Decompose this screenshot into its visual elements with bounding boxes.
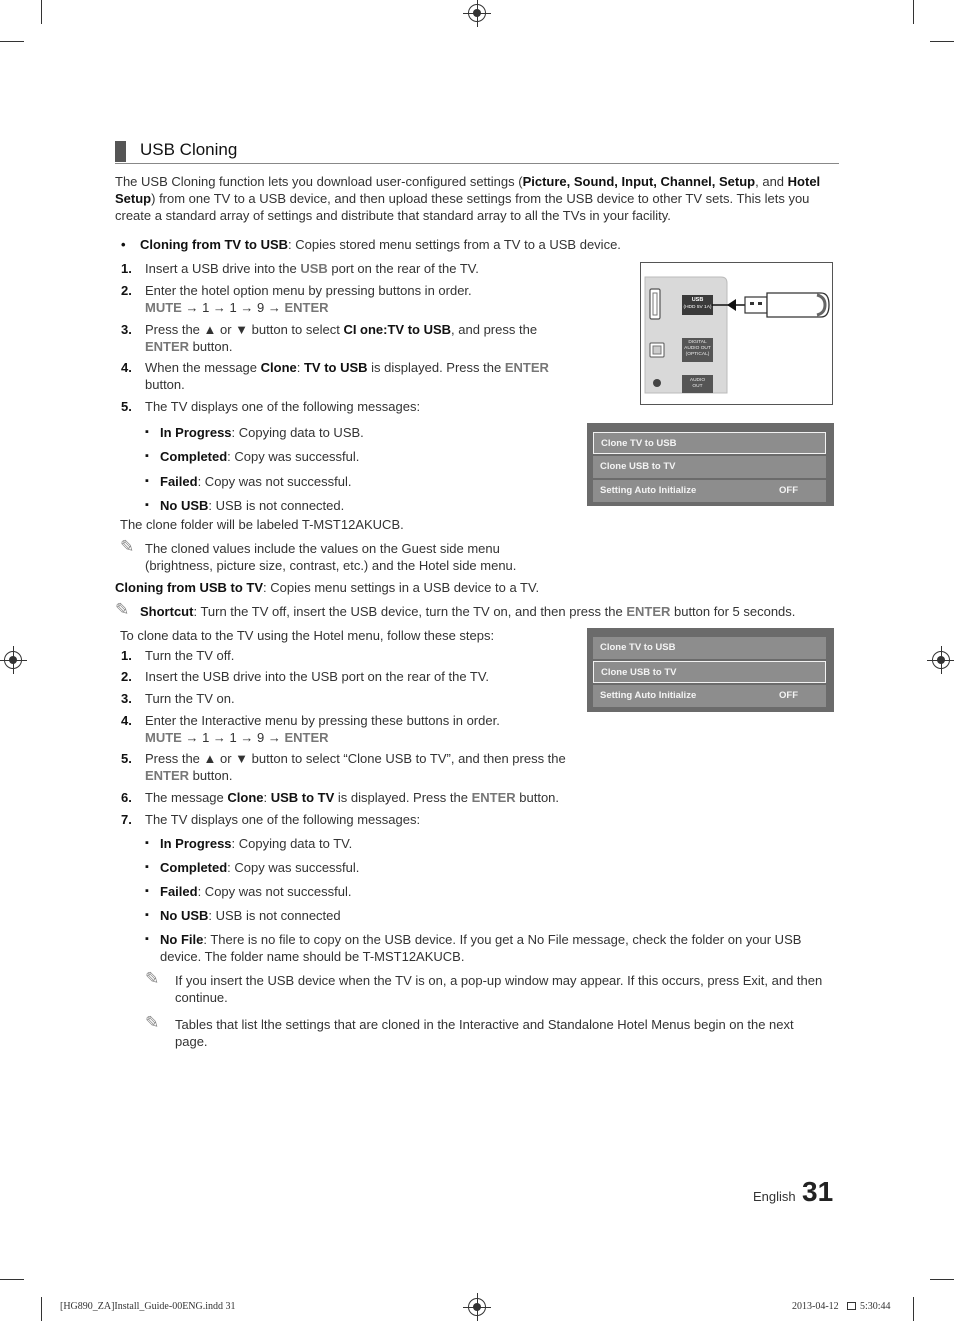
usb-port-sublabel: (HDD 5V 1A) — [683, 305, 712, 310]
msg-a-no-usb: No USB: USB is not connected. — [160, 498, 345, 513]
usb-port-label: USB — [691, 297, 704, 303]
msg-b-failed: Failed: Copy was not successful. — [160, 884, 352, 899]
registration-mark-icon — [932, 651, 950, 669]
note-pencil-icon: ✎ — [145, 1013, 160, 1032]
note-pencil-icon: ✎ — [145, 969, 160, 988]
step-number: 1. — [121, 261, 132, 276]
square-bullet: ▪ — [145, 450, 149, 462]
section-heading-bar — [115, 141, 126, 162]
msg-a-failed: Failed: Copy was not successful. — [160, 474, 352, 489]
page-number: 31 — [802, 1176, 834, 1207]
intro-paragraph — [115, 173, 839, 224]
print-date: 2013-04-12 — [792, 1301, 839, 1312]
section-heading — [115, 139, 839, 164]
crop-mark — [930, 1279, 954, 1280]
intro-line-1: The USB Cloning function lets you download user-configured settings (Picture, Sound, Input, Channel, Setup, and Hotel — [115, 174, 821, 189]
step-b6: The message Clone: USB to TV is displayed. Press the ENTER button. — [145, 790, 560, 805]
audio-out-label: AUDIO OUT — [689, 378, 706, 389]
step-a2: Enter the hotel option menu by pressing buttons in order. MUTE → 1 → 1 → 9 → ENTER — [145, 283, 472, 315]
crop-mark — [41, 1297, 42, 1321]
clone-menu-usb-to-tv — [587, 628, 834, 712]
note-tables: Tables that list lthe settings that are cloned in the Interactive and Standalone Hotel Menus begin on the next page. — [175, 1017, 794, 1049]
step-a3: Press the ▲ or ▼ button to select CI one:TV to USB, and press the ENTER button. — [145, 322, 538, 354]
step-b4: Enter the Interactive menu by pressing these buttons in order. MUTE → 1 → 1 → 9 → ENTER — [145, 713, 500, 745]
cloning-usb-to-tv: Cloning from USB to TV: Copies menu settings in a USB device to a TV. — [115, 580, 540, 595]
menu-item-clone-tv-to-usb[interactable]: Clone TV to USB — [593, 432, 826, 454]
registration-mark-icon — [4, 651, 22, 669]
msg-a-in-progress: In Progress: Copying data to USB. — [160, 425, 364, 440]
hotel-intro: To clone data to the TV using the Hotel menu, follow these steps: — [120, 628, 495, 643]
square-bullet: ▪ — [145, 909, 149, 921]
menu-item-clone-usb-to-tv[interactable]: Clone USB to TV — [593, 661, 826, 683]
note-pencil-icon: ✎ — [115, 600, 130, 619]
square-bullet: ▪ — [145, 499, 149, 511]
note-pencil-icon: ✎ — [120, 537, 135, 556]
step-b1: Turn the TV off. — [145, 648, 235, 663]
print-time: 5:30:44 — [860, 1301, 891, 1312]
menu-item-setting-auto-initialize[interactable]: Setting Auto Initialize OFF — [593, 685, 826, 707]
clock-icon — [847, 1302, 856, 1310]
step-b3: Turn the TV on. — [145, 691, 235, 706]
step-number: 4. — [121, 360, 132, 375]
print-filename: [HG890_ZA]Install_Guide-00ENG.indd 31 — [60, 1301, 236, 1312]
step-b7: The TV displays one of the following messages: — [145, 812, 421, 827]
bullet-cloning-tv-to-usb: Cloning from TV to USB: Copies stored menu settings from a TV to a USB device. — [140, 237, 621, 252]
msg-a-completed: Completed: Copy was successful. — [160, 449, 360, 464]
square-bullet: ▪ — [145, 885, 149, 897]
footer-language: English — [753, 1189, 796, 1204]
menu-item-clone-usb-to-tv[interactable]: Clone USB to TV — [593, 456, 826, 478]
step-b2: Insert the USB drive into the USB port on the rear of the TV. — [145, 669, 489, 684]
note-cloned-values: The cloned values include the values on the Guest side menu (brightness, picture size, contrast, etc.) and the Hotel side menu. — [145, 541, 517, 573]
step-a1: Insert a USB drive into the USB port on the rear of the TV. — [145, 261, 479, 276]
step-number: 3. — [121, 322, 132, 337]
note-popup: If you insert the USB device when the TV is on, a pop-up window may appear. If this occurs, press Exit, and then continue. — [175, 973, 823, 1005]
tv-rear-panel-illustration — [641, 263, 831, 403]
bullet-dot: • — [121, 237, 126, 252]
step-number: 5. — [121, 751, 132, 766]
step-number: 2. — [121, 283, 132, 298]
msg-b-no-file: No File: There is no file to copy on the USB device. If you get a No File message, check the folder on your USB device. The folder name should be T-MST12AKUCB. — [160, 932, 802, 964]
menu-item-clone-tv-to-usb[interactable]: Clone TV to USB — [593, 637, 826, 659]
crop-mark — [0, 41, 24, 42]
step-a5: The TV displays one of the following messages: — [145, 399, 421, 414]
intro-line-2: Setup) from one TV to a USB device, and then upload these settings from the USB device to other TV sets. This lets you — [115, 191, 810, 206]
section-title: USB Cloning — [140, 140, 238, 159]
square-bullet: ▪ — [145, 861, 149, 873]
msg-b-no-usb: No USB: USB is not connected — [160, 908, 341, 923]
step-a4: When the message Clone: TV to USB is displayed. Press the ENTER button. — [145, 360, 549, 392]
crop-mark — [41, 0, 42, 24]
registration-mark-icon — [468, 1298, 486, 1316]
intro-line-3: create a standard array of settings and distribute that standard array to all the TVs in your facility. — [115, 208, 671, 223]
usb-port-figure — [640, 262, 833, 405]
step-number: 5. — [121, 399, 132, 414]
step-number: 4. — [121, 713, 132, 728]
crop-mark — [913, 0, 914, 24]
step-number: 6. — [121, 790, 132, 805]
folder-note: The clone folder will be labeled T-MST12AKUCB. — [120, 517, 404, 532]
registration-mark-icon — [468, 4, 486, 22]
digital-audio-label: DIGITAL AUDIO OUT (OPTICAL) — [684, 340, 711, 357]
step-b5: Press the ▲ or ▼ button to select “Clone USB to TV”, and then press the ENTER button. — [145, 751, 566, 783]
msg-b-in-progress: In Progress: Copying data to TV. — [160, 836, 353, 851]
crop-mark — [913, 1297, 914, 1321]
crop-mark — [0, 1279, 24, 1280]
crop-mark — [930, 41, 954, 42]
step-number: 2. — [121, 669, 132, 684]
shortcut-note: Shortcut: Turn the TV off, insert the USB device, turn the TV on, and then press the ENTER button for 5 seconds. — [140, 604, 796, 619]
clone-menu-tv-to-usb — [587, 423, 834, 506]
square-bullet: ▪ — [145, 475, 149, 487]
button-sequence: MUTE → 1 → 1 → 9 → ENTER — [145, 730, 329, 745]
square-bullet: ▪ — [145, 837, 149, 849]
square-bullet: ▪ — [145, 933, 149, 945]
button-sequence: MUTE → 1 → 1 → 9 → ENTER — [145, 300, 329, 315]
step-number: 3. — [121, 691, 132, 706]
step-number: 1. — [121, 648, 132, 663]
square-bullet: ▪ — [145, 426, 149, 438]
msg-b-completed: Completed: Copy was successful. — [160, 860, 360, 875]
menu-item-setting-auto-initialize[interactable]: Setting Auto Initialize OFF — [593, 480, 826, 502]
step-number: 7. — [121, 812, 132, 827]
